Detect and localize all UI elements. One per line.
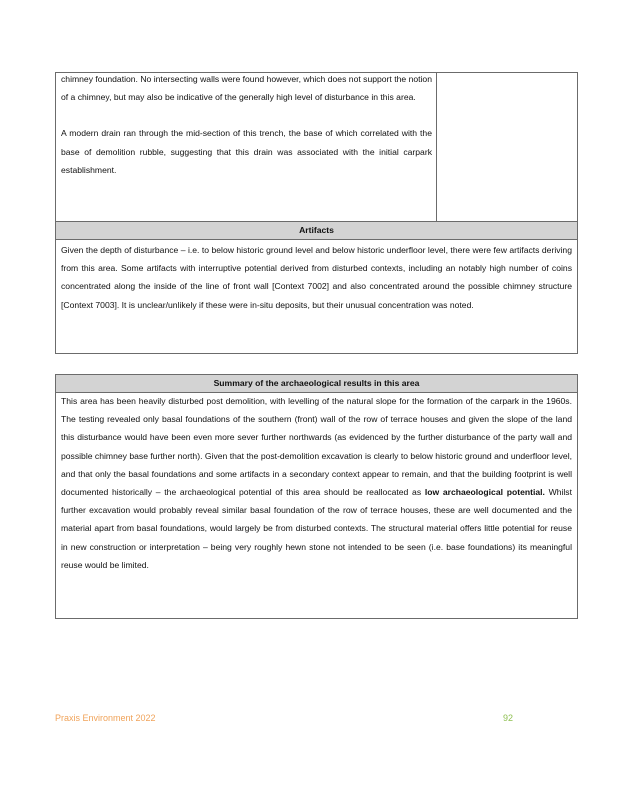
summary-text-part-2: Whilst further excavation would probably reveal similar basal foundation of the row of terrace houses, these are well documented and the material apart from basal foundations, would largely be from disturbed contexts. The structural material offers little potential for reuse in new construction or interpretation – being very roughly hewn stone not intended to be seen (i.e. base foundations) its meaningful reuse would be limited. <box>61 487 572 570</box>
summary-paragraph <box>61 392 572 574</box>
artifacts-heading: Artifacts <box>56 222 577 240</box>
summary-cell <box>56 393 577 574</box>
drain-paragraph: A modern drain ran through the mid-section of this trench, the base of which correlated with the base of demolition rubble, suggesting that this drain was associated with the initial carpark establishment. <box>61 128 432 175</box>
results-side-cell <box>437 73 577 221</box>
chimney-paragraph: chimney foundation. No intersecting walls were found however, which does not support the notion of a chimney, but may also be indicative of the generally high level of disturbance in this area. <box>61 74 432 103</box>
summary-heading: Summary of the archaeological results in this area <box>56 375 577 393</box>
summary-text-part-1: This area has been heavily disturbed post demolition, with levelling of the natural slope for the formation of the carpark in the 1960s. The testing revealed only basal foundations of the southern (front) wall of the row of terrace houses and given the slope of the land this disturbance would have been even more sever further northwards (as evidenced by the further disturbance of the party wall and possible chimney base further north). Given that the post-demolition excavation is clearly to below historic ground and underfloor level, and that only the basal foundations and some artifacts in a secondary context appear to remain, and that the building footprint is well documented historically – the archaeological potential of this area should be reallocated as <box>61 396 572 498</box>
summary-bold-conclusion: low archaeological potential. <box>424 487 545 498</box>
results-row <box>56 73 577 222</box>
artifacts-cell <box>56 240 577 314</box>
footer-page-number: 92 <box>503 713 514 723</box>
results-description-cell <box>56 73 437 221</box>
summary-table <box>55 374 578 619</box>
footer-organization: Praxis Environment 2022 <box>55 713 156 723</box>
results-table <box>55 72 578 354</box>
artifacts-paragraph: Given the depth of disturbance – i.e. to below historic ground level and below historic underfloor level, there were few artifacts deriving from this area. Some artifacts with interruptive potential derived from disturbed contexts, including an notably high number of coins concentrated along the inside of the line of front wall [Context 7002] and also concentrated around the possible chimney structure [Context 7003]. It is unclear/unlikely if these were in-situ deposits, but their unusual concentration was noted. <box>61 245 572 310</box>
